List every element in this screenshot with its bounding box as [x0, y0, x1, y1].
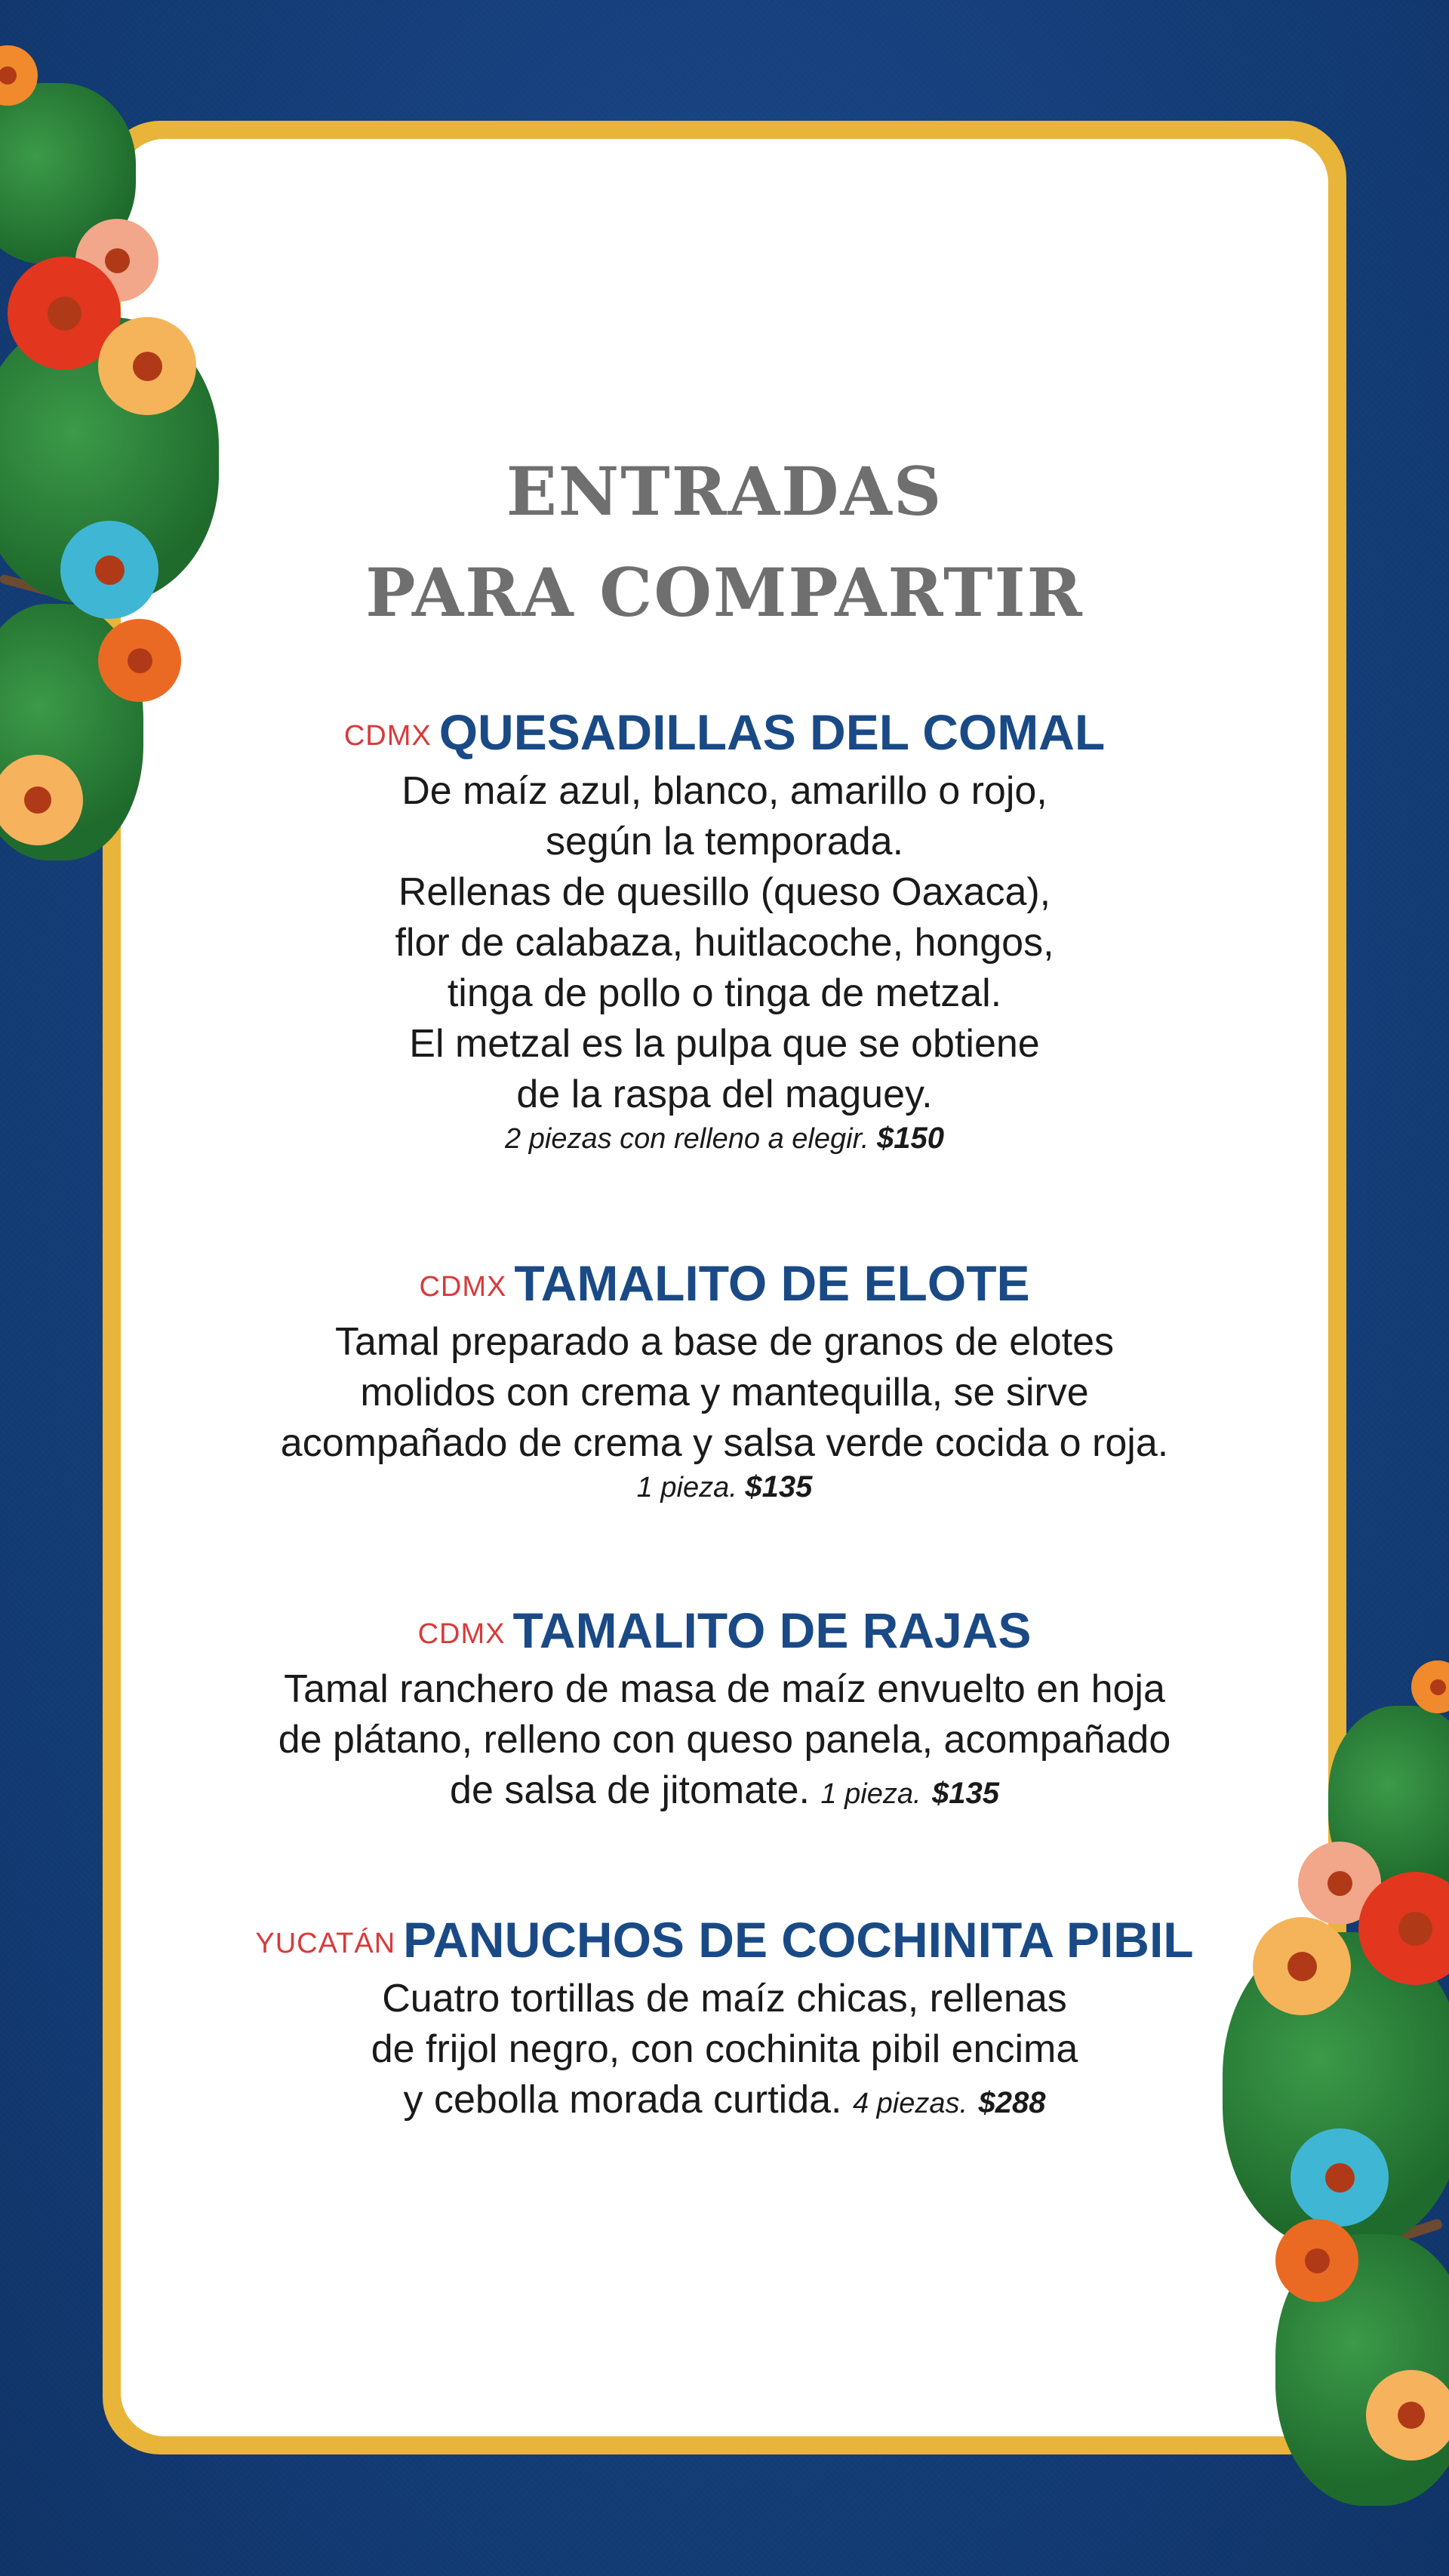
menu-item-region: CDMX — [419, 1271, 507, 1303]
description-line: El metzal es la pulpa que se obtiene — [409, 1022, 1040, 1066]
menu-item-price: $288 — [978, 2086, 1046, 2119]
menu-item — [121, 1256, 1328, 1506]
menu-item-heading — [121, 1256, 1328, 1314]
menu-item-heading — [121, 1913, 1328, 1971]
menu-item-note: 1 pieza. — [820, 1778, 921, 1810]
description-text: de salsa de jitomate. — [450, 1768, 810, 1812]
menu-item-description — [121, 766, 1328, 1120]
title-line: ENTRADAS — [506, 452, 943, 531]
menu-item-name: TAMALITO DE ELOTE — [514, 1255, 1030, 1311]
description-line: de la raspa del maguey. — [516, 1073, 933, 1116]
menu-item-price: $135 — [745, 1470, 813, 1503]
menu-item-price: $150 — [876, 1122, 944, 1155]
page-title — [121, 441, 1328, 643]
description-line: tinga de pollo o tinga de metzal. — [447, 971, 1002, 1015]
description-line: según la temporada. — [545, 820, 904, 863]
description-line: molidos con crema y mantequilla, se sirve — [360, 1371, 1089, 1414]
menu-item — [121, 705, 1328, 1157]
menu-item-name: PANUCHOS DE COCHINITA PIBIL — [403, 1912, 1194, 1968]
menu-item-serving — [121, 1469, 1328, 1506]
menu-item-description — [121, 1317, 1328, 1469]
title-line: PARA COMPARTIR — [365, 553, 1084, 632]
description-line — [121, 2075, 1328, 2129]
menu-item-name: QUESADILLAS DEL COMAL — [438, 704, 1106, 760]
menu-item-description — [121, 1974, 1328, 2129]
description-line: flor de calabaza, huitlacoche, hongos, — [395, 921, 1054, 965]
menu-content — [121, 139, 1328, 2436]
description-line: de frijol negro, con cochinita pibil encima — [371, 2027, 1078, 2071]
menu-item-serving — [121, 1120, 1328, 1157]
flower-icon — [1366, 2370, 1449, 2461]
menu-item-note: 1 pieza. — [636, 1472, 737, 1503]
menu-item-name: TAMALITO DE RAJAS — [512, 1602, 1032, 1658]
menu-item — [121, 1603, 1328, 1820]
menu-item-note: 4 piezas. — [852, 2088, 968, 2119]
description-line: Tamal preparado a base de granos de elotes — [334, 1320, 1115, 1364]
description-line: Rellenas de quesillo (queso Oaxaca), — [398, 870, 1051, 914]
description-line: de plátano, relleno con queso panela, acompañado — [278, 1718, 1171, 1762]
menu-item-note: 2 piezas con relleno a elegir. — [505, 1123, 869, 1155]
menu-item-region: YUCATÁN — [255, 1928, 396, 1959]
menu-item-heading — [121, 1603, 1328, 1661]
menu-item — [121, 1913, 1328, 2129]
description-line: De maíz azul, blanco, amarillo o rojo, — [401, 769, 1048, 813]
menu-item-region: CDMX — [343, 720, 432, 752]
description-line: acompañado de crema y salsa verde cocida o roja. — [280, 1421, 1169, 1465]
menu-item-price: $135 — [931, 1777, 999, 1810]
menu-item-heading — [121, 705, 1328, 763]
menu-item-description — [121, 1664, 1328, 1820]
menu-item-region: CDMX — [417, 1618, 506, 1650]
description-line — [121, 1765, 1328, 1820]
description-line: Tamal ranchero de masa de maíz envuelto en hoja — [284, 1667, 1165, 1711]
description-line: Cuatro tortillas de maíz chicas, rellenas — [382, 1977, 1067, 2020]
description-text: y cebolla morada curtida. — [403, 2078, 842, 2122]
